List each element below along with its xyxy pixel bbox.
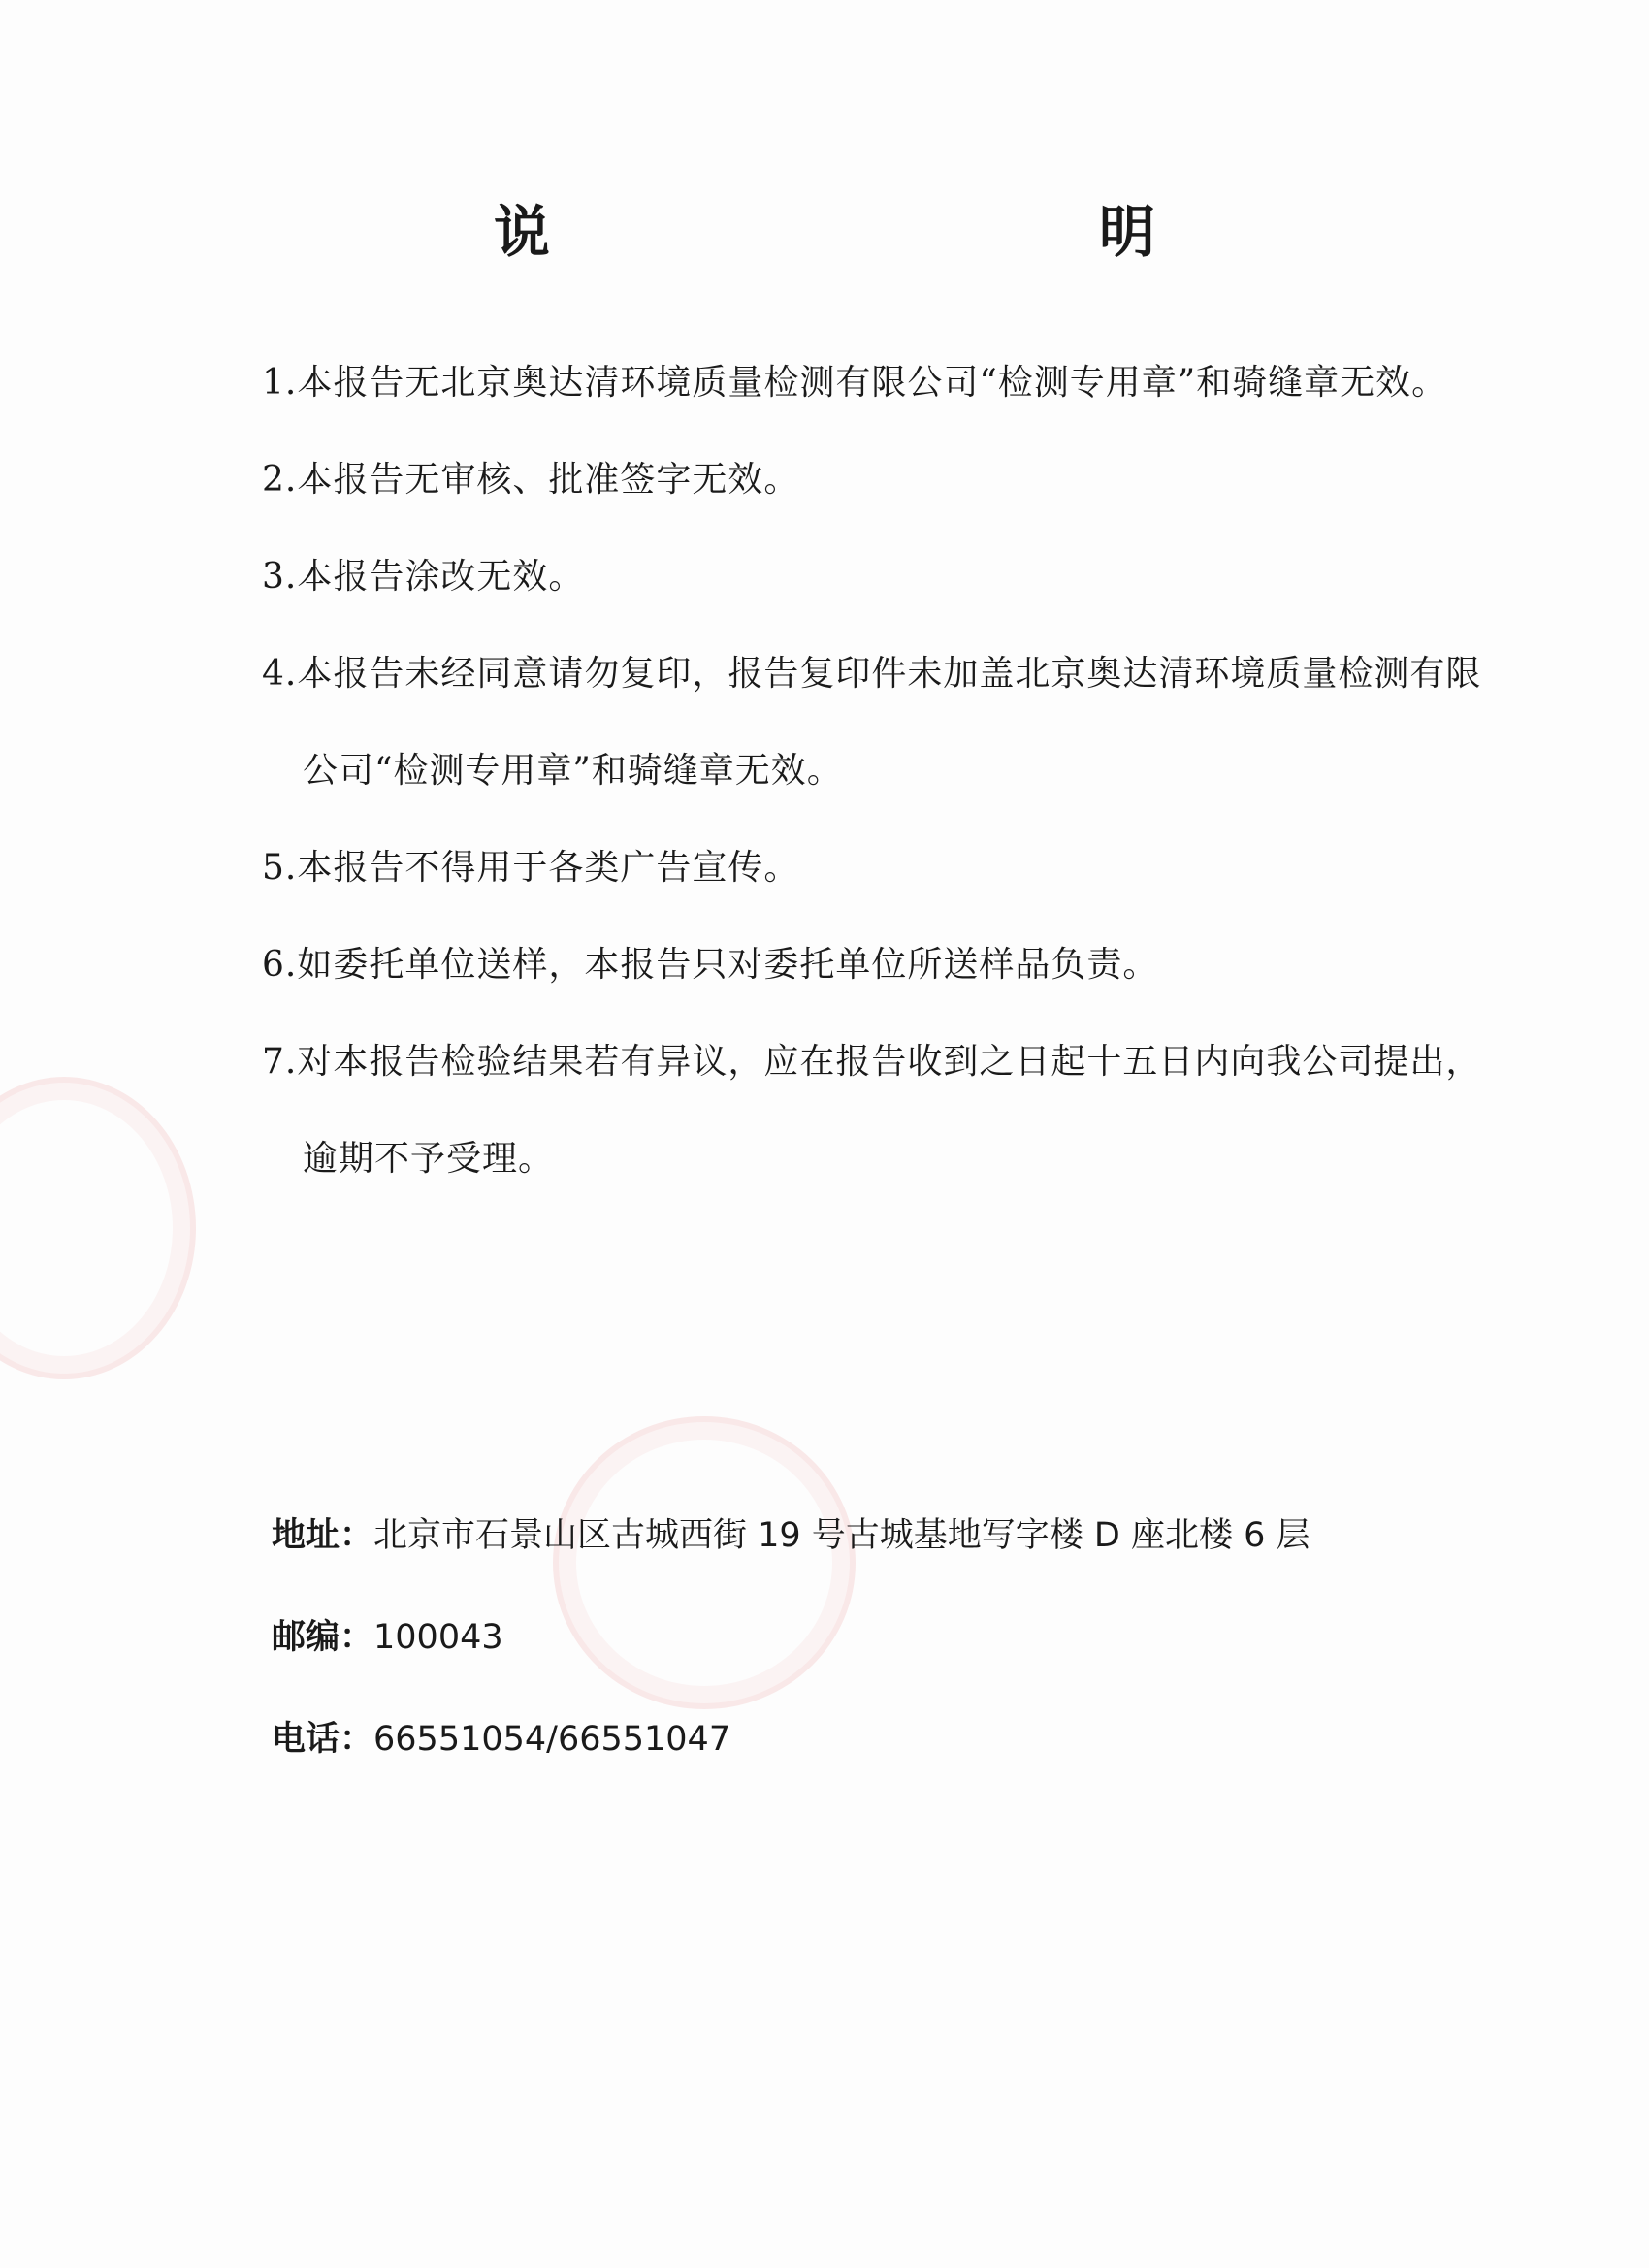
contact-info (272, 1511, 1533, 1817)
note-item: 7.对本报告检验结果若有异议，应在报告收到之日起十五日内向我公司提出，逾期不予受理。 (262, 1042, 1482, 1179)
phone-value: 66551054/66551047 (373, 1720, 731, 1759)
note-item: 3.本报告涂改无效。 (262, 557, 585, 597)
page-title: 说 明 (493, 199, 1301, 265)
postcode-value: 100043 (373, 1618, 503, 1657)
phone-line (272, 1715, 1533, 1764)
phone-label: 电话： (272, 1720, 374, 1759)
note-item: 1.本报告无北京奥达清环境质量检测有限公司“检测专用章”和骑缝章无效。 (262, 363, 1448, 403)
address-value: 北京市石景山区古城西街 19 号古城基地写字楼 D 座北楼 6 层 (373, 1516, 1310, 1555)
note-item: 4.本报告未经同意请勿复印，报告复印件未加盖北京奥达清环境质量检测有限公司“检测专用章”和骑缝章无效。 (262, 654, 1482, 791)
address-line (272, 1511, 1533, 1560)
postcode-label: 邮编： (272, 1618, 374, 1657)
address-label: 地址： (272, 1516, 374, 1555)
postcode-line (272, 1613, 1533, 1662)
note-item: 5.本报告不得用于各类广告宣传。 (262, 848, 800, 888)
faint-stamp-left (0, 1077, 196, 1379)
notes-list (262, 335, 1494, 1208)
note-item: 6.如委托单位送样，本报告只对委托单位所送样品负责。 (262, 945, 1159, 985)
note-item: 2.本报告无审核、批准签字无效。 (262, 460, 800, 500)
